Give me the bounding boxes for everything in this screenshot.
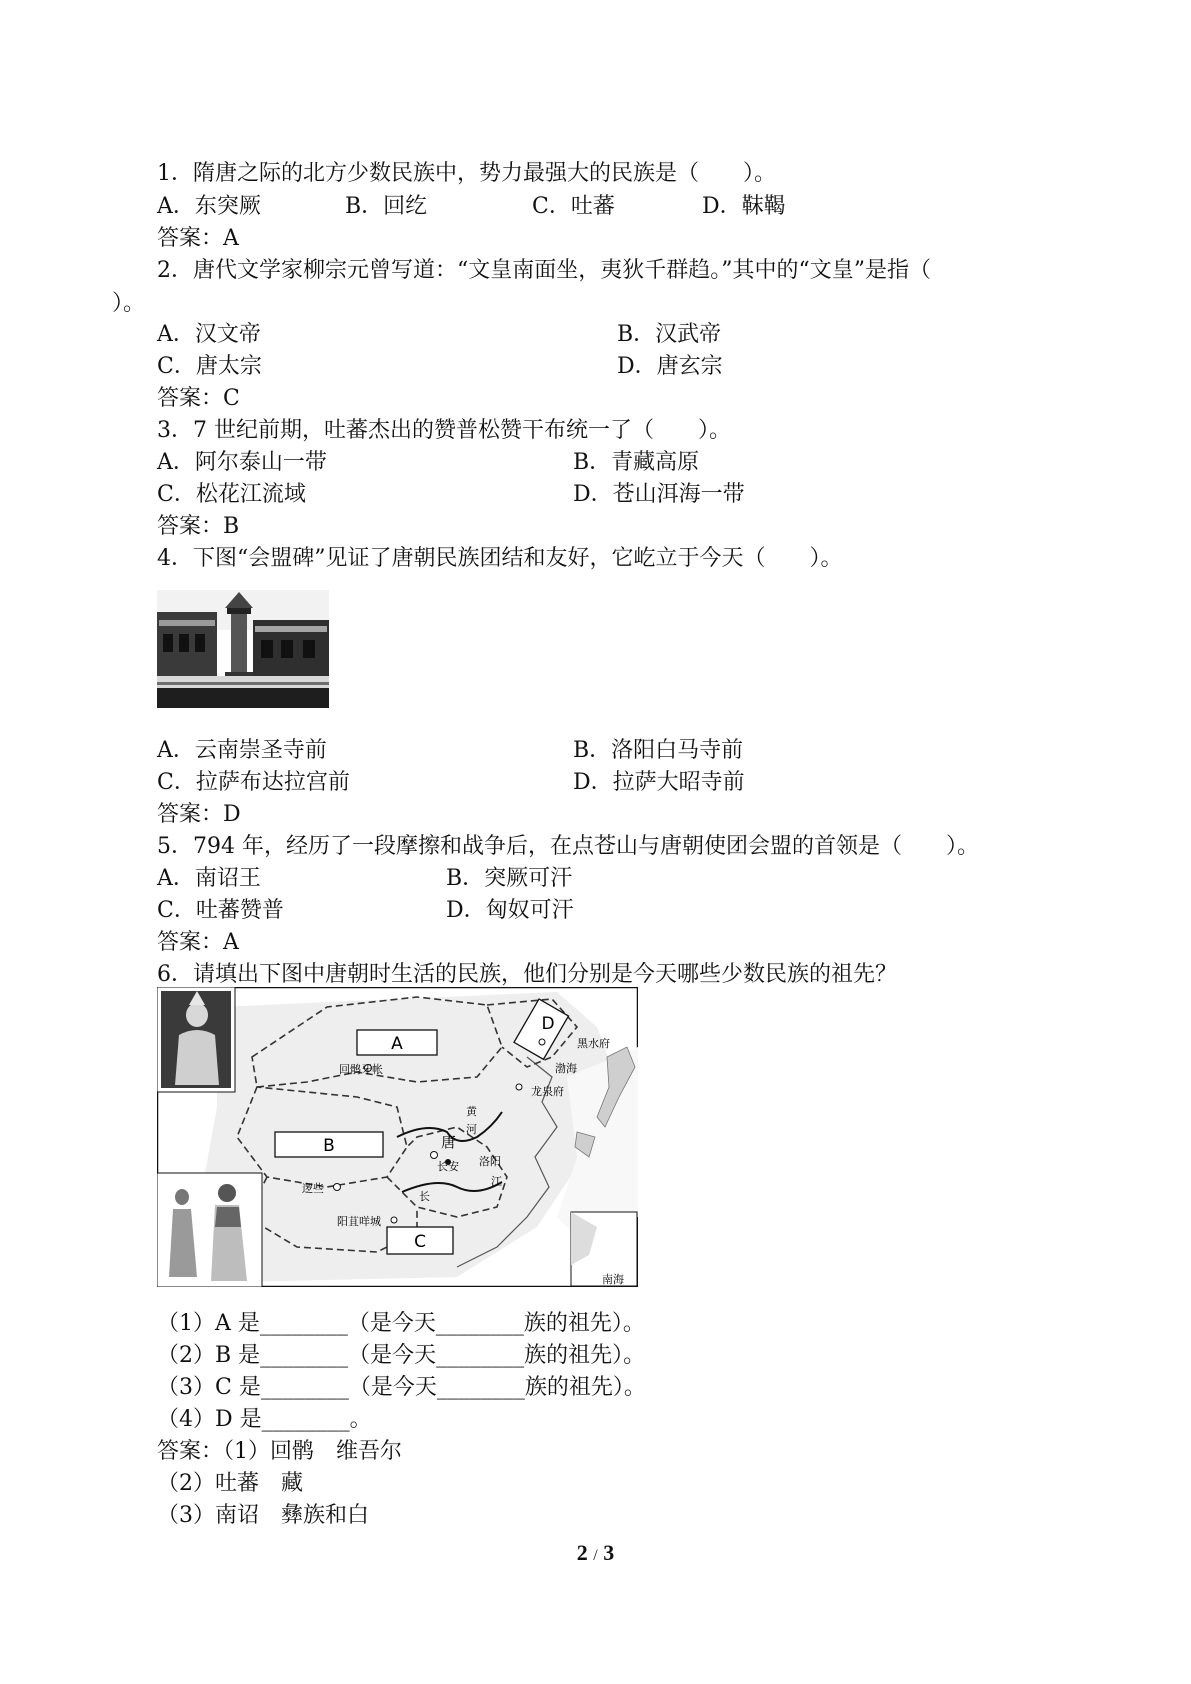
- q3-option-a: A．阿尔泰山一带: [157, 450, 327, 475]
- q4-option-b: B．洛阳白马寺前: [573, 738, 744, 763]
- q2-option-a: A．汉文帝: [157, 322, 261, 347]
- map-label-b: B: [323, 1136, 335, 1156]
- q3-stem: 3．7 世纪前期，吐蕃杰出的赞普松赞干布统一了（ ）。: [157, 418, 731, 443]
- q6-stem: 6．请填出下图中唐朝时生活的民族，他们分别是今天哪些少数民族的祖先？: [157, 962, 897, 987]
- q2-option-d: D．唐玄宗: [617, 354, 723, 379]
- q4-option-c: C．拉萨布达拉宫前: [157, 770, 350, 795]
- q1-stem: 1．隋唐之际的北方少数民族中，势力最强大的民族是（ ）。: [157, 161, 776, 186]
- q1-answer: 答案：A: [157, 226, 239, 251]
- q3-option-b: B．青藏高原: [573, 450, 700, 475]
- q2-stem-cont: ）。: [112, 291, 146, 316]
- map-label-changan: 长安: [437, 1160, 459, 1173]
- q4-option-a: A．云南崇圣寺前: [157, 738, 327, 763]
- q2-answer: 答案：C: [157, 386, 240, 411]
- q6-blank-1: （1）A 是________（是今天________族的祖先）。: [157, 1311, 645, 1336]
- q5-option-b: B．突厥可汗: [446, 866, 573, 891]
- map-label-longquan: 龙泉府: [531, 1085, 564, 1098]
- q6-blank-2: （2）B 是________（是今天________族的祖先）。: [157, 1343, 646, 1368]
- tang-ethnic-map: [157, 987, 638, 1287]
- map-label-chang: 长: [419, 1190, 430, 1203]
- map-label-luoxie: 逻些: [302, 1182, 324, 1195]
- page-total: 3: [603, 1540, 615, 1565]
- map-label-c: C: [414, 1232, 426, 1252]
- q6-answer-line-1: 答案：（1）回鹘 维吾尔: [157, 1439, 402, 1464]
- map-label-bohai: 渤海: [555, 1062, 577, 1075]
- q2-option-c: C．唐太宗: [157, 354, 262, 379]
- map-label-heishui: 黑水府: [577, 1037, 610, 1050]
- q1-option-b: B．回纥: [345, 194, 428, 219]
- q2-stem: 2．唐代文学家柳宗元曾写道：“文皇南面坐，夷狄千群趋。”其中的“文皇”是指（: [157, 258, 931, 283]
- q5-stem: 5．794 年，经历了一段摩擦和战争后，在点苍山与唐朝使团会盟的首领是（ ）。: [157, 834, 979, 859]
- map-label-huihu: 回鹘牙帐: [339, 1063, 383, 1076]
- q6-blank-4: （4）D 是________。: [157, 1407, 372, 1432]
- q3-option-c: C．松花江流域: [157, 482, 306, 507]
- q4-stem: 4．下图“会盟碑”见证了唐朝民族团结和友好，它屹立于今天（ ）。: [157, 546, 843, 571]
- q1-option-c: C．吐蕃: [532, 194, 615, 219]
- map-label-luoyang: 洛阳: [479, 1155, 501, 1168]
- map-label-jiang: 江: [491, 1175, 502, 1188]
- page-number: [0, 1540, 1191, 1566]
- map-label-tang: 唐: [441, 1133, 457, 1151]
- map-label-yangju: 阳苴咩城: [337, 1215, 381, 1228]
- q4-option-d: D．拉萨大昭寺前: [573, 770, 745, 795]
- map-label-nanhai: 南海: [602, 1273, 624, 1286]
- page-separator: /: [593, 1547, 598, 1564]
- q5-option-a: A．南诏王: [157, 866, 261, 891]
- q6-blank-3: （3）C 是________（是今天________族的祖先）。: [157, 1375, 646, 1400]
- map-label-a: A: [391, 1034, 403, 1054]
- q2-option-b: B．汉武帝: [617, 322, 722, 347]
- q1-option-d: D．靺鞨: [702, 194, 786, 219]
- q5-option-c: C．吐蕃赞普: [157, 898, 284, 923]
- q1-option-a: A．东突厥: [157, 194, 261, 219]
- map-label-huang: 黄: [466, 1105, 477, 1118]
- q6-answer-line-3: （3）南诏 彝族和白: [157, 1503, 369, 1528]
- q5-answer: 答案：A: [157, 930, 239, 955]
- q3-option-d: D．苍山洱海一带: [573, 482, 745, 507]
- huimeng-stele-photo: [157, 590, 329, 708]
- page-current: 2: [576, 1540, 588, 1565]
- q5-option-d: D．匈奴可汗: [446, 898, 574, 923]
- map-label-d: D: [541, 1014, 555, 1034]
- q6-answer-line-2: （2）吐蕃 藏: [157, 1471, 303, 1496]
- map-label-he: 河: [466, 1123, 477, 1136]
- q4-answer: 答案：D: [157, 802, 241, 827]
- q3-answer: 答案：B: [157, 514, 240, 539]
